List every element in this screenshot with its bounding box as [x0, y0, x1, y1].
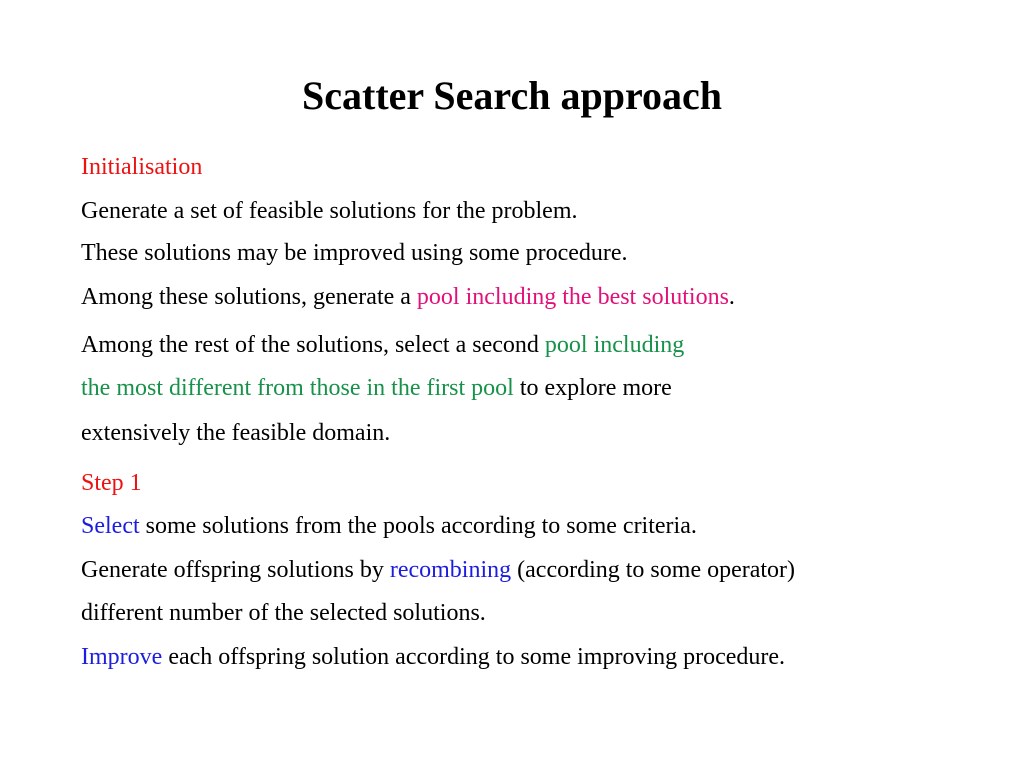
step1-line-3: different number of the selected solutions.: [81, 600, 486, 626]
init-line-3-period: .: [728, 284, 735, 310]
step1-line-1: [81, 511, 697, 541]
step1-line-4: [81, 642, 785, 672]
init-line-3: [81, 282, 735, 312]
init-line-5-text: to explore more: [513, 375, 672, 401]
pool-diverse-highlight-end: the most different from those in the first pool: [81, 375, 514, 401]
init-line-3-text: Among these solutions, generate a: [81, 284, 417, 310]
recombining-highlight: recombining: [389, 557, 512, 583]
step1-line-2-text: Generate offspring solutions by: [81, 557, 390, 583]
init-line-5: [81, 373, 672, 403]
slide-title: Scatter Search approach: [302, 73, 722, 118]
init-line-1: Generate a set of feasible solutions for the problem.: [81, 198, 578, 224]
pool-best-highlight: pool including the best solutions: [416, 284, 729, 310]
pool-diverse-highlight-start: pool including: [544, 332, 685, 358]
step1-line-4-text: each offspring solution according to some improving procedure.: [162, 644, 786, 670]
initialisation-heading: Initialisation: [81, 154, 203, 180]
improve-highlight: Improve: [81, 644, 163, 670]
init-line-4: [81, 330, 684, 360]
init-line-6: extensively the feasible domain.: [81, 420, 391, 446]
step1-heading: Step 1: [81, 470, 142, 496]
step1-line-2-tail: (according to some operator): [511, 557, 796, 583]
init-line-2: These solutions may be improved using some procedure.: [81, 240, 628, 266]
init-line-4-text: Among the rest of the solutions, select a second: [81, 332, 545, 358]
step1-line-2: [81, 555, 795, 585]
select-highlight: Select: [81, 513, 140, 539]
step1-line-1-text: some solutions from the pools according to some criteria.: [139, 513, 697, 539]
